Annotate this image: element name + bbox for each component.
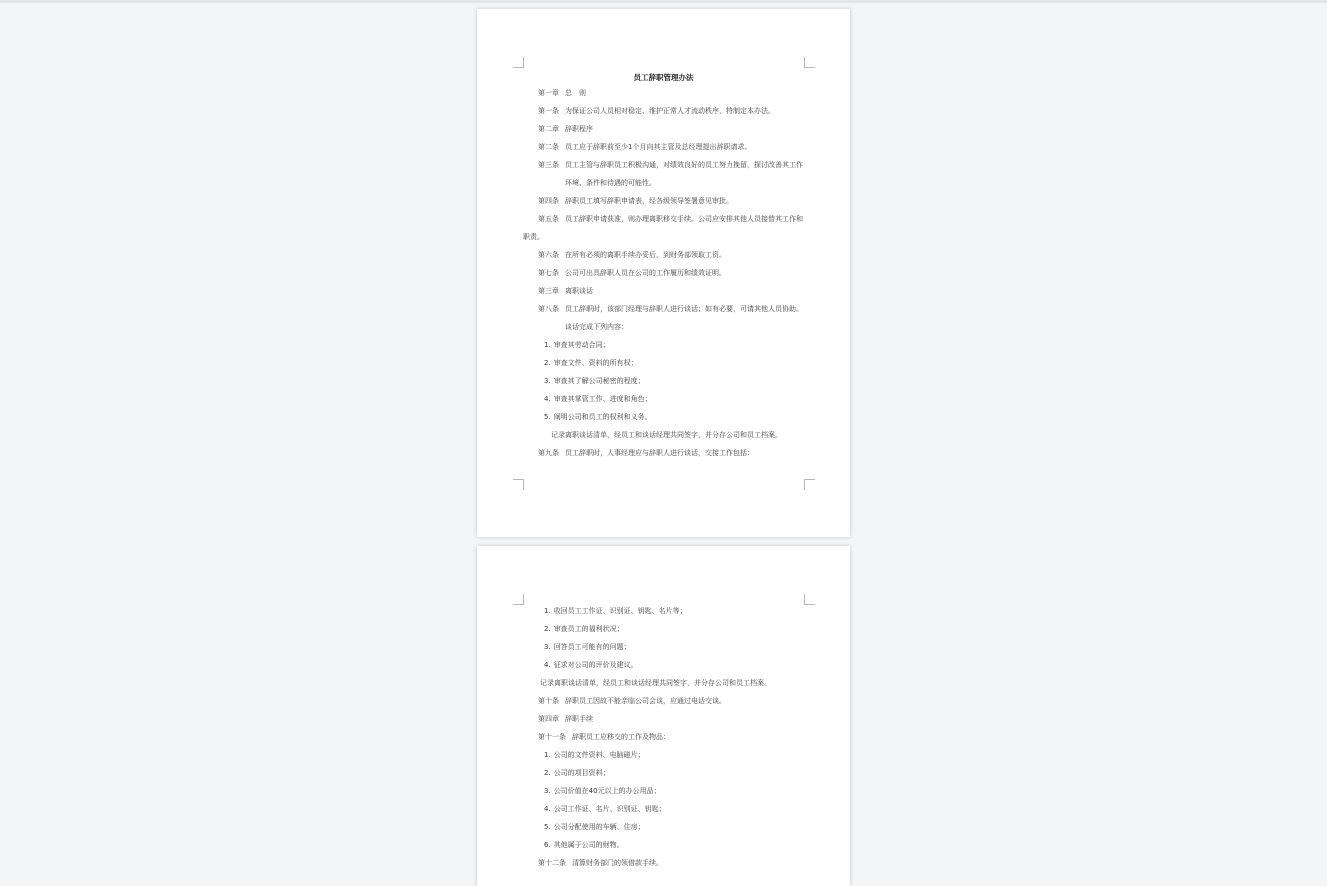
list-item — [544, 607, 687, 616]
article-label: 第一章 — [538, 89, 559, 97]
list-item-text: 公司的文件资料、电脑磁片； — [553, 751, 645, 759]
list-item — [544, 413, 652, 422]
paragraph — [538, 161, 803, 170]
list-item-text: 公司分配使用的车辆、住房； — [553, 823, 645, 831]
list-item-text: 其他属于公司的财物。 — [553, 841, 624, 849]
article-label: 第三章 — [538, 287, 559, 295]
list-item-text: 审查员工的福利状况； — [553, 625, 624, 633]
list-number: 1. — [544, 751, 551, 759]
article-label: 第六条 — [538, 251, 559, 259]
paragraph — [538, 733, 670, 742]
list-item-text: 审查文件、资料的所有权； — [553, 359, 638, 367]
list-item-text: 公司的项目资料； — [553, 769, 610, 777]
paragraph — [538, 287, 593, 296]
paragraph — [538, 107, 775, 116]
article-label: 第三条 — [538, 161, 559, 169]
list-number: 1. — [544, 607, 551, 615]
article-label: 第十二条 — [538, 859, 566, 867]
paragraph-text: 职责。 — [523, 233, 544, 241]
list-item — [544, 359, 638, 368]
margin-corner-bottom-left — [513, 479, 524, 490]
paragraph-text: 离职谈话 — [565, 287, 593, 295]
margin-corner-top-right — [804, 57, 815, 68]
paragraph-text: 在所有必须的离职手续办妥后，到财务部领取工资。 — [565, 251, 726, 259]
list-number: 3. — [544, 787, 551, 795]
list-item — [544, 377, 645, 386]
paragraph — [538, 269, 726, 278]
paragraph-text: 记录离职谈话清单，经员工和谈话经理共同签字，并分存公司和员工档案。 — [540, 679, 771, 687]
list-item-text: 征求对公司的评价及建议。 — [553, 661, 638, 669]
list-item-text: 公司价值在40元以上的办公用品； — [553, 787, 661, 795]
margin-corner-bottom-right — [804, 479, 815, 490]
paragraph-text: 谈话完成下列内容： — [565, 323, 628, 331]
document-page-1 — [477, 9, 850, 537]
paragraph — [538, 125, 593, 134]
list-number: 4. — [544, 805, 551, 813]
paragraph-text: 辞职员工应移交的工作及物品： — [572, 733, 670, 741]
margin-corner-top-left — [513, 57, 524, 68]
list-number: 5. — [544, 413, 551, 421]
list-number: 3. — [544, 377, 551, 385]
paragraph — [538, 715, 593, 724]
paragraph-text: 公司可出具辞职人员在公司的工作履历和绩效证明。 — [565, 269, 726, 277]
paragraph-continuation — [565, 323, 628, 332]
article-label: 第一条 — [538, 107, 559, 115]
list-number: 4. — [544, 395, 551, 403]
paragraph-text: 总 则 — [565, 89, 586, 97]
paragraph — [538, 251, 726, 260]
list-item-text: 回答员工可能有的问题； — [553, 643, 631, 651]
paragraph — [540, 679, 771, 688]
paragraph — [538, 859, 663, 868]
list-number: 6. — [544, 841, 551, 849]
paragraph-text: 记录离职谈话清单，经员工和谈话经理共同签字，并分存公司和员工档案。 — [551, 431, 782, 439]
article-label: 第十一条 — [538, 733, 566, 741]
list-item — [544, 395, 652, 404]
paragraph — [538, 449, 754, 458]
list-item — [544, 805, 666, 814]
paragraph-text: 辞职程序 — [565, 125, 593, 133]
top-bar — [0, 0, 1327, 3]
article-label: 第五条 — [538, 215, 559, 223]
list-number: 5. — [544, 823, 551, 831]
paragraph-continuation — [565, 179, 656, 188]
article-label: 第四条 — [538, 197, 559, 205]
article-label: 第八条 — [538, 305, 559, 313]
paragraph-text: 员工主管与辞职员工积极沟通，对绩效良好的员工努力挽留，探讨改善其工作 — [565, 161, 803, 169]
document-page-2 — [477, 546, 850, 886]
paragraph — [538, 197, 733, 206]
list-item — [544, 841, 624, 850]
list-number: 1. — [544, 341, 551, 349]
paragraph-text: 员工应于辞职前至少1个月向其主管及总经理提出辞职请求。 — [565, 143, 752, 151]
paragraph-text: 为保证公司人员相对稳定、维护正常人才流动秩序，特制定本办法。 — [565, 107, 775, 115]
paragraph-text: 环境、条件和待遇的可能性。 — [565, 179, 656, 187]
paragraph-text: 员工辞职申请获准，则办理离职移交手续。公司应安排其他人员接替其工作和 — [565, 215, 803, 223]
list-item — [544, 625, 624, 634]
list-item — [544, 643, 631, 652]
list-item-text: 审查其了解公司秘密的程度； — [553, 377, 645, 385]
list-item-text: 阐明公司和员工的权利和义务。 — [553, 413, 652, 421]
list-number: 4. — [544, 661, 551, 669]
list-item-text: 公司工作证、名片、识别证、钥匙； — [553, 805, 666, 813]
paragraph-text: 辞职手续 — [565, 715, 593, 723]
list-number: 2. — [544, 625, 551, 633]
list-item-text: 收回员工工作证、识别证、钥匙、名片等； — [553, 607, 687, 615]
article-label: 第二条 — [538, 143, 559, 151]
list-item — [544, 661, 638, 670]
list-item-text: 审查其掌管工作、进度和角色； — [553, 395, 652, 403]
paragraph — [551, 431, 782, 440]
list-item — [544, 787, 661, 796]
paragraph — [538, 697, 726, 706]
list-number: 2. — [544, 769, 551, 777]
list-number: 3. — [544, 643, 551, 651]
paragraph — [538, 89, 586, 98]
paragraph — [538, 143, 751, 152]
list-item — [544, 769, 610, 778]
paragraph-text: 清算财务部门的领借款手续。 — [572, 859, 663, 867]
paragraph — [538, 305, 803, 314]
article-label: 第四章 — [538, 715, 559, 723]
paragraph-text: 员工辞职时，人事经理应与辞职人进行谈话，交接工作包括： — [565, 449, 754, 457]
article-label: 第七条 — [538, 269, 559, 277]
margin-corner-top-right — [804, 594, 815, 605]
list-item — [544, 751, 645, 760]
paragraph — [538, 215, 803, 224]
paragraph-text: 辞职员工填写辞职申请表，经各级领导签署意见审批。 — [565, 197, 733, 205]
list-number: 2. — [544, 359, 551, 367]
paragraph-text: 员工辞职时，该部门经理与辞职人进行谈话；如有必要，可请其他人员协助。 — [565, 305, 803, 313]
paragraph-continuation — [523, 233, 544, 242]
article-label: 第二章 — [538, 125, 559, 133]
margin-corner-top-left — [513, 594, 524, 605]
document-title: 员工辞职管理办法 — [633, 73, 694, 82]
list-item — [544, 341, 610, 350]
list-item-text: 审查其劳动合同； — [553, 341, 610, 349]
paragraph-text: 辞职员工因故不能亲临公司会谈，应通过电话交谈。 — [565, 697, 726, 705]
list-item — [544, 823, 645, 832]
article-label: 第九条 — [538, 449, 559, 457]
article-label: 第十条 — [538, 697, 559, 705]
